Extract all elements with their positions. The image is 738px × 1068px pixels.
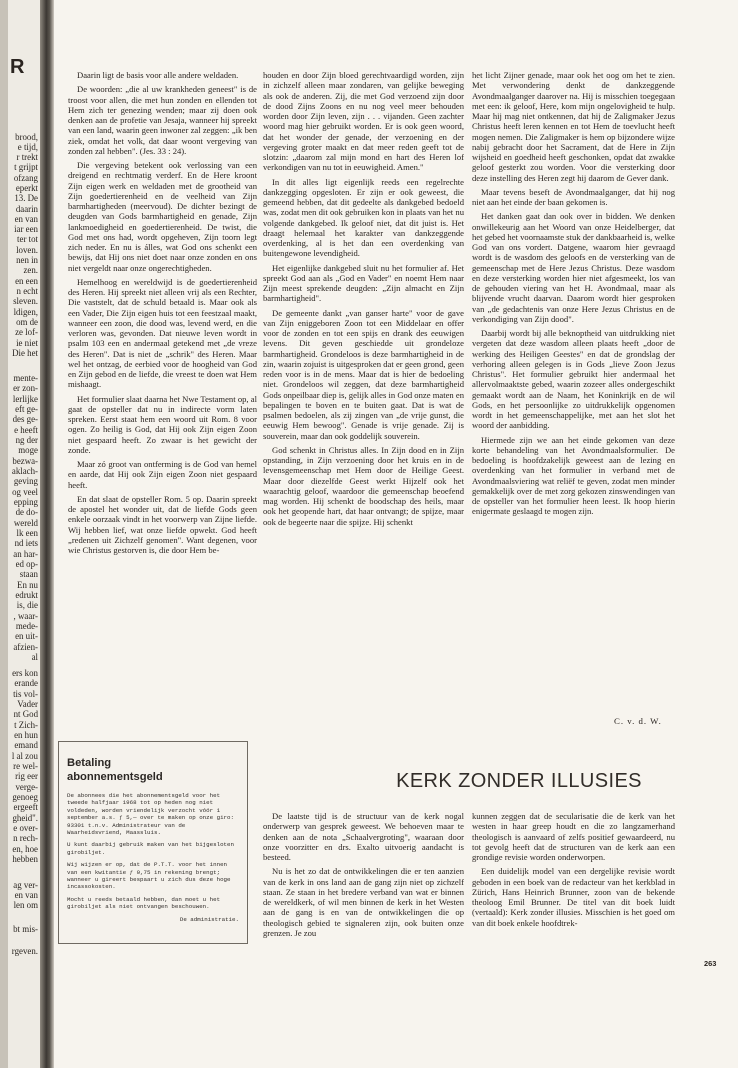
paragraph: Die vergeving betekent ook verlossing van een dreigend en rechtmatig verderf. En de Here kroont Zijn eigen werk en weldaden met de grootheid van Zijn goedertierenheid en de veelheid van Zijn barmhartigheden (meervoud). De dichter bezingt de deugden van Gods barmhartigheid en genade, Zijn lankmoedigheid en goedertierenheid. De twist, die God met ons had, wordt opgeheven, Zijn toorn legt zich neder. En nu is álles, wat God ons schenkt een bewijs, dat Hij ons niet doet naar onze zonden en ons niet vergeldt naar onze ongerechtigheden. [68, 160, 257, 273]
paragraph: Maar zó groot van ontferming is de God van hemel en aarde, dat Hij ook Zijn eigen Zoon niet gespaard heeft. [68, 459, 257, 490]
previous-page-line: geving [13, 476, 38, 486]
previous-page-line: epping [13, 497, 38, 507]
paragraph: En dat slaat de opsteller Rom. 5 op. Daarin spreekt de apostel het wonder uit, dat de liefde Gods geen enkele oorzaak vindt in het voorwerp van Zijne liefde. Wij hebben lief, wat onze liefde opwekt. God heeft „redenen uit Zichzelf genomen". Want degenen, voor wie Christus gestorven is, die door Hem be- [68, 493, 257, 555]
previous-page-line: Vader [17, 699, 38, 709]
previous-page-line: l al zou [11, 751, 38, 761]
previous-page-line: de do- [15, 507, 38, 517]
previous-page-line: ag ver- [13, 880, 38, 890]
paragraph: Het eigenlijke dankgebed sluit nu het formulier af. Het spreekt God aan als „God en Vader" en noemt Hem naar Zijn meest sprekende deugden: „Zijn almacht en Zijn barmhartigheid". [263, 262, 464, 304]
paragraph: kunnen zeggen dat de secularisatie die de kerk van het westen in haar greep houdt en die zo langzamerhand theologisch is aanvaard of zelfs positief gewaardeerd, nu tot gevolg heeft dat de structuren van de kerk aan een grondige revisie worden onderworpen. [472, 811, 675, 862]
paragraph: De woorden: „die al uw krankheden geneest" is de troost voor allen, die met hun zonden en ellenden tot Hem zich ter genezing wenden; maar zij doen ook denken aan de profetie van Jesaja, wanneer hij spreekt van een land, waarin geen inwoner zal zeggen: „ik ben ziek, omdat het volk, dat daar woont vergeving van zonden zal hebben". (Jes. 33 : 24). [68, 84, 257, 156]
previous-page-strip [8, 0, 40, 1068]
previous-page-line: tis vol- [13, 689, 38, 699]
paragraph: God schenkt in Christus alles. In Zijn dood en in Zijn opstanding, in Zijn verzoening door het kruis en in de levensgemeenschap met Hem door de Heilige Geest. Maar door diezelfde Geest werkt Hijzelf ook het waarachtig geloof, waardoor die gemeenschap beoefend mag worden. Hij schenkt de boodschap des heils, maar ook het geopende hart, dat haar ontvangt; de spijze, maar ook de begeerte naar die spijze. Hij schenkt [263, 444, 464, 527]
paragraph: Het danken gaat dan ook over in bidden. We denken onwillekeurig aan het Woord van onze Heidelberger, dat het gebed het voornaamste stuk der dankbaarheid is, welke God van ons vordert. Datgene, waarom hier gevraagd wordt is de wasdom des geloofs en de versterking van de gemeenschap met de Here Jezus Christus. Deze wasdom en deze versterking worden hier niet afgesmeekt, los van de gehouden viering van het H. Avondmaal, maar als blijvende vrucht daarvan. Daarom wordt hier gesproken van „de gedachtenis van onze Here Jezus Christus en de verkondiging van Zijn dood". [472, 211, 675, 324]
previous-page-line: lerlijke [12, 394, 38, 404]
previous-page-line: erande [14, 678, 38, 688]
previous-page-line: zen. [23, 265, 38, 275]
paragraph: Hemelhoog en wereldwijd is de goedertierenheid des Heren. Hij spreekt niet alleen vrij als een Rechter, Die vaststelt, dat de schuld betaald is. Maar ook als een Vader, Die Zijn eigen huis tot een feestzaal maakt, wanneer een zoon, die dood was, levend werd, en die verloren was, gevonden. Dat nieuwe leven wordt in psalm 103 een en andermaal getekend met „de vreze des Heren". Dat is niet de „schrik" des Heren. Maar wel het ontzag, de eerbied voor de hoogheid van God en Zijn gebod en de liefde, die vreest te doen wat Hem mishaagt. [68, 276, 257, 390]
previous-page-line: n echt [16, 286, 38, 296]
notice-paragraph: De abonnees die het abonnementsgeld voor het tweede halfjaar 1968 tot op heden nog niet voldeden, worden vriendelijk verzocht vóór 1 september a.s. ƒ 5,— over te maken op onze giro: 93301 t.n.v. Administrateur van de Waarheidsvriend, Maassluis. [67, 792, 234, 837]
author-signature: C. v. d. W. [614, 716, 662, 726]
notice-paragraph: Mocht u reeds betaald hebben, dan moet u het girobiljet als niet ontvangen beschouwen. [67, 895, 221, 911]
previous-page-line: en uit- [15, 631, 38, 641]
notice-body [67, 792, 239, 911]
previous-page-line: rgeven. [11, 946, 38, 956]
paragraph: Hiermede zijn we aan het einde gekomen van deze korte behandeling van het Avondmaalsformulier. De bedoeling is hoofdzakelijk geweest aan de lezing en overdenking van het formulier in verband met de Avondmaalsviering wat reliëf te geven, zodat men minder gemakkelijk over de met zorg gekozen zinswendingen van de opsteller van het formulier heen leest. Ik hoop hierin enigermate geslaagd te mogen zijn. [472, 434, 675, 517]
previous-page-line: , waar- [13, 611, 38, 621]
paragraph: Een duidelijk model van een dergelijke revisie wordt geboden in een boek van de redacteur van het kerkblad in Zürich, Hans Heinrich Brunner, zoon van de bekende theoloog Emil Brunner. De titel van dit boek luidt (vertaald): Kerk zonder illusies. Misschien is het goed om van dit boek enkele hoofdtrek- [472, 866, 675, 928]
previous-page-line: mede- [15, 621, 38, 631]
previous-page-line: len om [13, 900, 38, 910]
previous-page-line: edrukt [15, 590, 38, 600]
previous-page-line: 13. De [14, 193, 38, 203]
article2-column-left [263, 811, 464, 942]
article-column-1 [68, 70, 257, 559]
previous-page-line: al [31, 652, 38, 662]
previous-page-line: aklach- [11, 466, 38, 476]
article2-column-right [472, 811, 675, 932]
article-headline: KERK ZONDER ILLUSIES [396, 770, 642, 792]
paragraph: houden en door Zijn bloed gerechtvaardigd worden, zijn in zichzelf alleen maar zondaren, van gelijke beweging als ook de anderen. Zij, die met God verzoend zijn door de dood Zijns Zoons en nu nog veel meer behouden worden door Zijn leven, zijn . . . vijanden. Geen zachter woord mag hier gebruikt worden. Er is ook geen woord, dat het wonder der genade, der verzoening en der vergeving groter maakt en dat meer reden geeft tot de slotzin: „daarom zal mijn mond en hart des Heren lof verkondigen van nu tot in eeuwigheid. Amen." [263, 70, 464, 173]
previous-page-line: eft ge- [15, 404, 38, 414]
previous-page-line: ed op- [15, 559, 38, 569]
previous-page-line: is, die [16, 600, 38, 610]
previous-page-line: er zon- [13, 383, 38, 393]
previous-page-line: lk een [16, 528, 38, 538]
previous-page-line: afzien- [13, 642, 38, 652]
previous-page-line: nen in [16, 255, 38, 265]
page-edge-shadow [0, 0, 8, 1068]
previous-page-line: wereld [13, 518, 38, 528]
previous-page-line: rig eer [15, 771, 38, 781]
previous-page-line: e tijd, [17, 142, 38, 152]
previous-page-line: bezwa- [12, 456, 38, 466]
previous-page-line: verge- [15, 782, 38, 792]
book-gutter [40, 0, 54, 1068]
previous-page-line: ergeeft [13, 802, 38, 812]
previous-page-line: des ge- [12, 414, 38, 424]
previous-page-line: ter tot [17, 234, 38, 244]
previous-page-line: ze lof- [15, 327, 38, 337]
paragraph: het licht Zijner genade, maar ook het oog om het te zien. Met verwondering denkt de dankzeggende Avondmaalganger daarover na. Hij is misschien toegegaan met een: ik geloof, Here, kom mijn ongelovigheid te hulp. Maar hij mag niet ontkennen, dat hij de Zaligmaker Jezus Christus heeft leren kennen en tot Hem de toevlucht heeft mogen nemen. Die Zaligmaker is hem op bijzondere wijze nabij gebracht door het Sacrament, dat de Here in Zijn wijsheid en goedheid heeft geschonken, opdat dat zwakke geloof gesterkt zou worden. Voor die versterking door deze instelling des Heren zegt hij daarom de Gever dank. [472, 70, 675, 183]
previous-page-line: brood, [15, 132, 38, 142]
previous-page-line: og veel [12, 487, 38, 497]
previous-page-line: n rech- [13, 833, 38, 843]
paragraph: Nu is het zo dat de ontwikkelingen die er ten aanzien van de kerk in ons land aan de gang zijn niet op zichzelf staan. Ze staan in het bredere verband van wat er binnen de wereldkerk, of wil men binnen de kerk in het Westen aan de gang is en van de ontwikkelingen die op theologisch gebied te signaleren zijn, ook buiten onze grenzen. Je zou [263, 866, 464, 938]
previous-page-line: gheid". [12, 813, 38, 823]
previous-page-line: e heeft [14, 425, 38, 435]
previous-page-line: re wel- [13, 761, 38, 771]
previous-page-line: t grijpt [14, 162, 38, 172]
previous-page-line: hebben [12, 854, 38, 864]
previous-page-line: iar een [14, 224, 38, 234]
previous-page-initial: R [10, 56, 25, 78]
paragraph: Daarin ligt de basis voor alle andere weldaden. [77, 70, 239, 80]
previous-page-line: en van [14, 214, 38, 224]
previous-page-line: r trekt [16, 152, 38, 162]
article-column-3 [472, 70, 675, 521]
paragraph: Maar tevens beseft de Avondmaalganger, dat hij nog niet aan het einde der baan gekomen is. [472, 186, 675, 207]
previous-page-line: en van [14, 890, 38, 900]
previous-page-line: eperkt [15, 183, 38, 193]
article-column-2 [263, 70, 464, 531]
paragraph: De laatste tijd is de structuur van de kerk nogal onderwerp van gesprek geweest. We behoeven maar te denken aan de nota „Schaalvergroting", waaraan door onze voorzitter en drs. Exalto uitvoerig aandacht is besteed. [263, 811, 464, 862]
previous-page-line: bt mis- [13, 924, 38, 934]
previous-page-line: ers kon [12, 668, 38, 678]
notice-title-line1: Betaling [67, 757, 112, 769]
previous-page-line: mente- [13, 373, 38, 383]
previous-page-line: nt God [13, 709, 38, 719]
paragraph: In dit alles ligt eigenlijk reeds een regelrechte dankzegging opgesloten. Er zijn er ook geweest, die gemeend hebben, dat dit gedeelte als dankgebed bedoeld was, zodat men dit ook gebruiken kon in plaats van het nu volgende dankgebed. Ik geloof niet, dat dit juist is. Het draagt helemaal het karakter van dankzeggende overdenking, al is het dan een overdenking van buitengewone levendigheid. [263, 176, 464, 259]
previous-page-line: om de [16, 317, 38, 327]
payment-notice-box [58, 741, 248, 944]
previous-page-line: emand [14, 740, 38, 750]
paragraph: Daarbij wordt bij alle beknoptheid van uitdrukking niet vergeten dat deze wasdom alleen plaats heeft „door de werking des Heiligen Geestes" en dat de grondslag der verhoring alleen gelegen is in Gods „lieve Zoon Jezus Christus". Het formulier gebruikt hier andermaal het allervolmaaktste gebed, waarin zozeer alles ondergeschikt gemaakt wordt aan de Naam, het Koninkrijk en de wil Gods, en het persoonlijke zo uitdrukkelijk opgenomen wordt in het gemeenschappelijke, met aan het slot het woord der aanbidding. [472, 328, 675, 431]
previous-page-line: sleven. [13, 296, 38, 306]
notice-paragraph: U kunt daarbij gebruik maken van het bijgesloten girobiljet. [67, 841, 234, 856]
previous-page-line: ofzang [13, 173, 38, 183]
previous-page-line: loven. [16, 245, 38, 255]
previous-page-line: en, hoe [12, 844, 38, 854]
previous-page-line: an har- [13, 549, 38, 559]
notice-paragraph: Wij wijzen er op, dat de P.T.T. voor het innen van een kwitantie ƒ 0,75 in rekening brengt; wanneer u gireert bespaart u zich dus deze hoge incassokosten. [67, 861, 231, 891]
previous-page-line: en hun [14, 730, 38, 740]
notice-signature: De administratie. [179, 915, 239, 923]
previous-page-line: En nu [17, 580, 38, 590]
previous-page-line: ng der [15, 435, 38, 445]
previous-page-line: daarin [15, 204, 38, 214]
previous-page-line: nd iets [14, 538, 38, 548]
previous-page-line: genoeg [12, 792, 38, 802]
previous-page-line: ldigen, [13, 307, 38, 317]
page-number: 263 [704, 959, 717, 968]
previous-page-line: staan [19, 569, 38, 579]
previous-page-line: e over- [13, 823, 38, 833]
paragraph: De gemeente dankt „van ganser harte" voor de gave van Zijn eniggeboren Zoon tot een Middelaar en offer voor de zonden en tot een spijs en drank des eeuwigen levens. Dit geven geschiedde uit grondeloze barmhartigheid. Grondeloos is deze barmhartigheid in de zin, waarin zojuist is uitgesproken dat er geen grond, geen reden voor is in de mens. Maar dat is hier de bedoeling niet. Grondeloos wil zeggen, dat deze barmhartigheid Gods onpeilbaar diep is, gelijk alles in God onze maten en bepalingen te boven en te buiten gaat. Dat is wat de psalmen bedoelen, als zij zingen van „de vrije gunst, die eeuwig Hem bewoog". Genade is vrije genade. Zij is souverein, maar dan ook goddelijk souverein. [263, 307, 464, 441]
previous-page-line: t Zich- [14, 720, 38, 730]
previous-page-line: ie niet [16, 338, 38, 348]
previous-page-line: Die het [12, 348, 38, 358]
previous-page-line: en een [15, 276, 38, 286]
paragraph: Het formulier slaat daarna het Nwe Testament op, al gaat de opsteller dat nu in indirecte vorm laten spreken. Eerst staat hem een woord uit Rom. 8 voor ogen. Zo heilig is God, dat Hij ook Zijn eigen Zoon niet gespaard heeft. Zo zwaar is het gewicht der zonde. [68, 393, 257, 455]
notice-title-line2: abonnementsgeld [67, 771, 163, 783]
previous-page-line: moge [18, 445, 38, 455]
